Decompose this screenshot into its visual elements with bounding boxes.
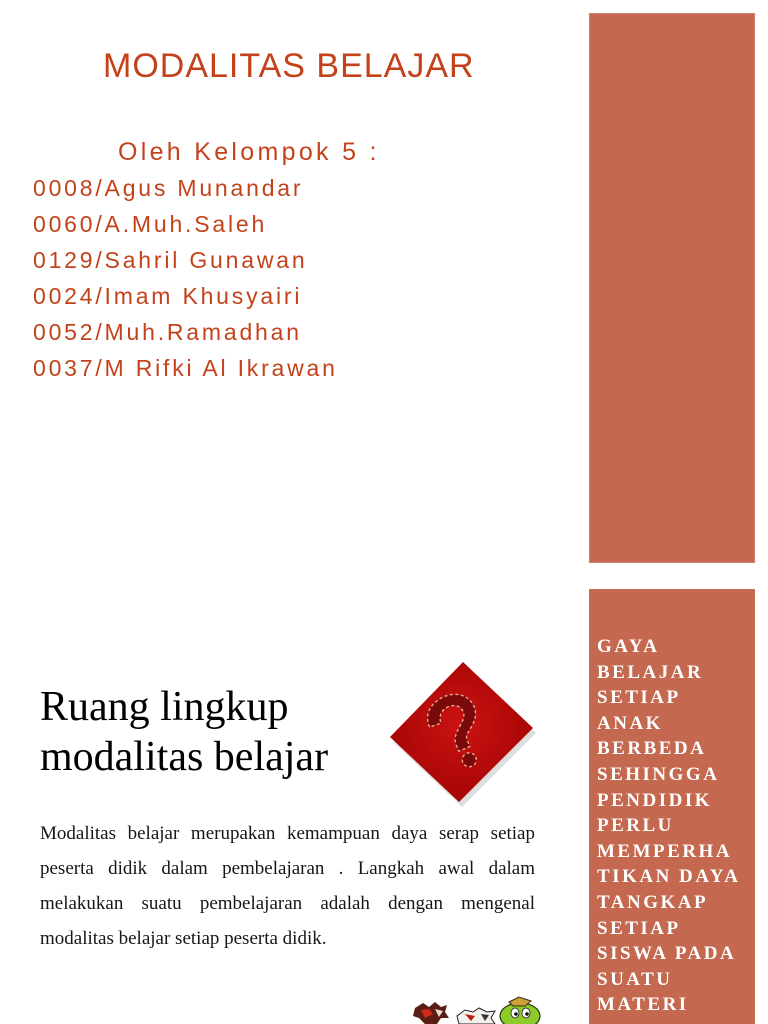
side-note-line: PERLU — [597, 815, 674, 837]
side-note-line: ANAK — [597, 712, 663, 734]
side-note-line: MATERI — [597, 994, 689, 1016]
member-item: 0008/Agus Munandar — [33, 175, 304, 201]
side-note-line: SUATU — [597, 968, 673, 990]
side-note-line: SETIAP — [597, 917, 681, 939]
side-note-line: GAYA — [597, 636, 660, 657]
side-note-line: TIKAN DAYA — [597, 866, 741, 888]
group-label: Oleh Kelompok 5 : — [118, 138, 380, 166]
description-paragraph: Modalitas belajar merupakan kemampuan daya serap setiap peserta didik dalam pembelajaran . Langkah awal dalam melakukan suatu pembelajaran adalah dengan mengenal modalitas belajar setiap peserta didik. — [40, 823, 535, 949]
member-item: 0060/A.Muh.Saleh — [33, 211, 268, 237]
side-note-line: SISWA PADA — [597, 943, 737, 965]
slide-title: MODALITAS BELAJAR — [103, 47, 475, 85]
cartoon-characters-icon — [405, 994, 545, 1024]
side-note-line: BELAJAR — [597, 661, 704, 683]
member-item: 0037/M Rifki Al Ikrawan — [33, 355, 338, 381]
question-mark-diamond-icon — [387, 659, 537, 809]
member-item: 0129/Sahril Gunawan — [33, 247, 308, 273]
member-list — [33, 170, 338, 386]
side-note-line: TANGKAP — [597, 891, 709, 913]
side-note-line: PENDIDIK — [597, 789, 713, 811]
member-item: 0052/Muh.Ramadhan — [33, 319, 302, 345]
side-note-panel — [589, 589, 755, 1024]
side-note-line: BERBEDA — [597, 738, 707, 760]
member-item: 0024/Imam Khusyairi — [33, 283, 303, 309]
side-note-line: SETIAP — [597, 687, 681, 709]
side-note-line: MEMPERHA — [597, 840, 733, 862]
accent-panel — [589, 13, 755, 563]
section-heading: Ruang lingkup modalitas belajar — [40, 684, 329, 780]
side-note-line: SEHINGGA — [597, 763, 720, 785]
